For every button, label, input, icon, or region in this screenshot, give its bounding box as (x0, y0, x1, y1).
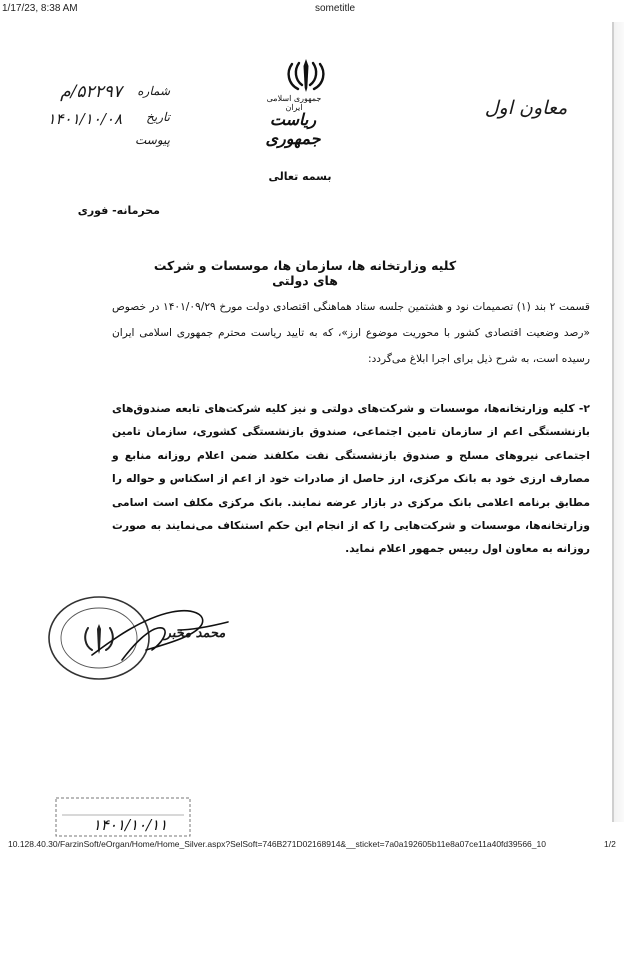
letter-attachment-label: پیوست (135, 133, 170, 147)
iran-emblem-icon (284, 58, 328, 94)
print-datetime: 1/17/23, 8:38 AM (2, 3, 78, 14)
letter-number-label: شماره (137, 84, 170, 98)
sender-title: معاون اول (484, 97, 568, 119)
invocation: بسمه تعالی (268, 170, 332, 183)
print-page-count: 1/2 (604, 839, 616, 849)
letter-date-row (30, 110, 170, 132)
letter-date-label: تاریخ (146, 110, 170, 124)
letter-date-value: ۱۴۰۱/۱۰/۰۸ (47, 110, 122, 128)
received-stamp (52, 796, 194, 840)
print-url: 10.128.40.30/FarzinSoft/eOrgan/Home/Home_Silver.aspx?SelSoft=746B271D02168914&__sticket=7a0a192605b11e8a07ce11a40fd39566_10 (8, 839, 546, 849)
scan-edge (612, 22, 624, 822)
letter-number-value: ۵۲۲۹۷/م (60, 82, 122, 102)
print-page-title: sometitle (314, 3, 355, 14)
office-name: ریاست جمهوری (265, 110, 321, 148)
country-name: جمهوری اسلامی ایران (266, 94, 322, 112)
classification: محرمانه- فوری (77, 204, 160, 217)
body-paragraph-1: قسمت ۲ بند (۱) تصمیمات نود و هشتمین جلسه ستاد هماهنگی اقتصادی دولت مورخ ۱۴۰۱/۰۹/۲۹ در خصوص «رصد وضعیت اقتصادی کشور با محوریت موضوع ارز»، که به تایید ریاست محترم جمهوری اسلامی ایران رسیده است، به شرح ذیل برای اجرا ابلاغ می‌گردد: (112, 301, 590, 365)
signatory-name: محمد مخبر (164, 626, 226, 641)
stamp-date: ۱۴۰۱/۱۰/۱۱ (92, 816, 168, 834)
letter-number-row (30, 84, 170, 108)
letter-attachment-row (30, 133, 170, 153)
addressee: کلیه وزارتخانه ها، سازمان ها، موسسات و شرکت های دولتی (153, 258, 457, 288)
body-paragraph-2: ۲- کلیه وزارتخانه‌ها، موسسات و شرکت‌های دولتی و نیز کلیه شرکت‌های تابعه صندوق‌های بازنشستگی اعم از سازمان تامین اجتماعی، صندوق بازنشستگی کشوری، سازمان تامین اجتماعی نیروهای مسلح و صندوق بازنشستگی نفت مکلفند ضمن اعلام روزانه منابع و مصارف ارزی خود به بانک مرکزی، ارز حاصل از صادرات خود از اعم از اسکناس و حواله را مطابق برنامه اعلامی بانک مرکزی در بازار عرضه نمایند. بانک مرکزی مکلف است اسامی وزارتخانه‌ها، موسسات و شرکت‌هایی را که از انجام این حکم استنکاف می‌نمایند به صورت روزانه به معاون اول رییس جمهور اعلام نماید. (112, 402, 590, 556)
